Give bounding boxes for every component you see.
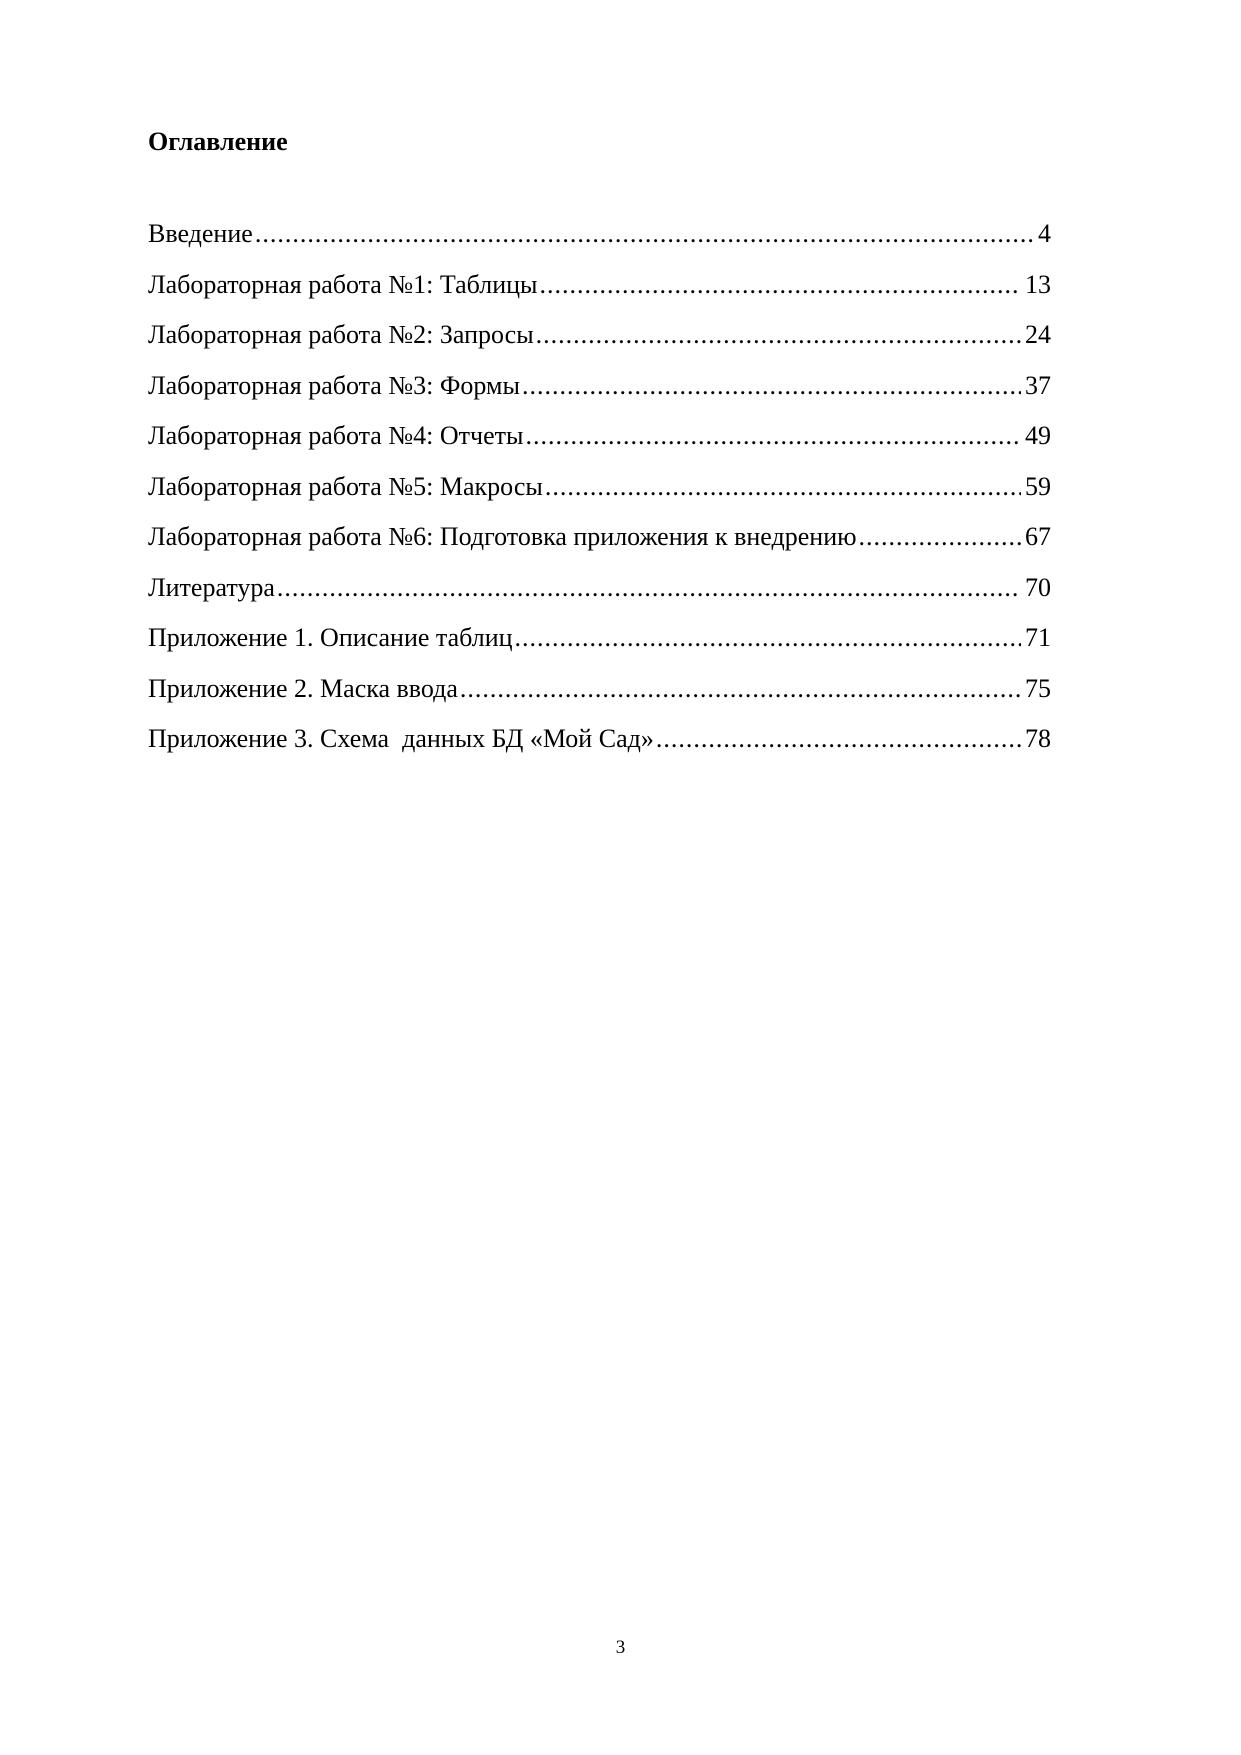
toc-entry-lab-3[interactable] [148, 370, 1051, 421]
toc-dot-leader [277, 572, 1021, 604]
table-of-contents [148, 218, 1051, 774]
toc-entry-page: 67 [1025, 522, 1051, 551]
toc-dot-leader [656, 723, 1021, 755]
toc-entry-label: Лабораторная работа №4: Отчеты [148, 421, 524, 450]
toc-entry-introduction[interactable] [148, 218, 1051, 269]
toc-entry-page: 71 [1025, 623, 1051, 652]
toc-entry-appendix-3[interactable] [148, 723, 1051, 774]
toc-entry-label: Литература [148, 572, 275, 602]
toc-entry-page: 13 [1025, 269, 1051, 299]
toc-entry-lab-6[interactable] [148, 521, 1051, 572]
toc-entry-page: 37 [1025, 370, 1051, 400]
toc-dot-leader [255, 218, 1034, 250]
toc-entry-label: Лабораторная работа №1: Таблицы [148, 269, 538, 299]
toc-title: Оглавление [148, 127, 288, 156]
toc-entry-page: 24 [1025, 320, 1051, 349]
toc-entry-label: Лабораторная работа №3: Формы [148, 370, 520, 400]
toc-entry-appendix-2[interactable] [148, 673, 1051, 724]
toc-dot-leader [522, 370, 1021, 402]
page-number: 3 [615, 1637, 626, 1658]
toc-entry-page: 78 [1025, 724, 1051, 753]
toc-entry-lab-5[interactable] [148, 471, 1051, 522]
toc-entry-label: Лабораторная работа №6: Подготовка приложения к внедрению [148, 522, 857, 551]
toc-entry-appendix-1[interactable] [148, 622, 1051, 673]
toc-dot-leader [545, 471, 1021, 503]
toc-dot-leader [536, 319, 1021, 351]
toc-entry-page: 75 [1025, 673, 1051, 703]
toc-entry-page: 49 [1025, 421, 1051, 450]
toc-entry-label: Приложение 2. Маска ввода [148, 673, 458, 703]
toc-entry-page: 59 [1025, 471, 1051, 501]
toc-entry-page: 70 [1025, 572, 1051, 602]
toc-entry-lab-4[interactable] [148, 420, 1051, 471]
toc-dot-leader [515, 622, 1021, 654]
toc-entry-label: Лабораторная работа №2: Запросы [148, 320, 534, 349]
toc-entry-literature[interactable] [148, 572, 1051, 623]
toc-dot-leader [460, 673, 1021, 705]
toc-dot-leader [540, 269, 1021, 301]
toc-entry-label: Приложение 3. Схема данных БД «Мой Сад» [148, 724, 654, 753]
toc-entry-lab-1[interactable] [148, 269, 1051, 320]
toc-entry-label: Лабораторная работа №5: Макросы [148, 471, 543, 501]
toc-entry-label: Приложение 1. Описание таблиц [148, 623, 513, 652]
toc-entry-lab-2[interactable] [148, 319, 1051, 370]
toc-dot-leader [525, 420, 1021, 452]
toc-dot-leader [859, 521, 1021, 553]
toc-entry-label: Введение [148, 219, 253, 248]
toc-entry-page: 4 [1038, 219, 1051, 248]
